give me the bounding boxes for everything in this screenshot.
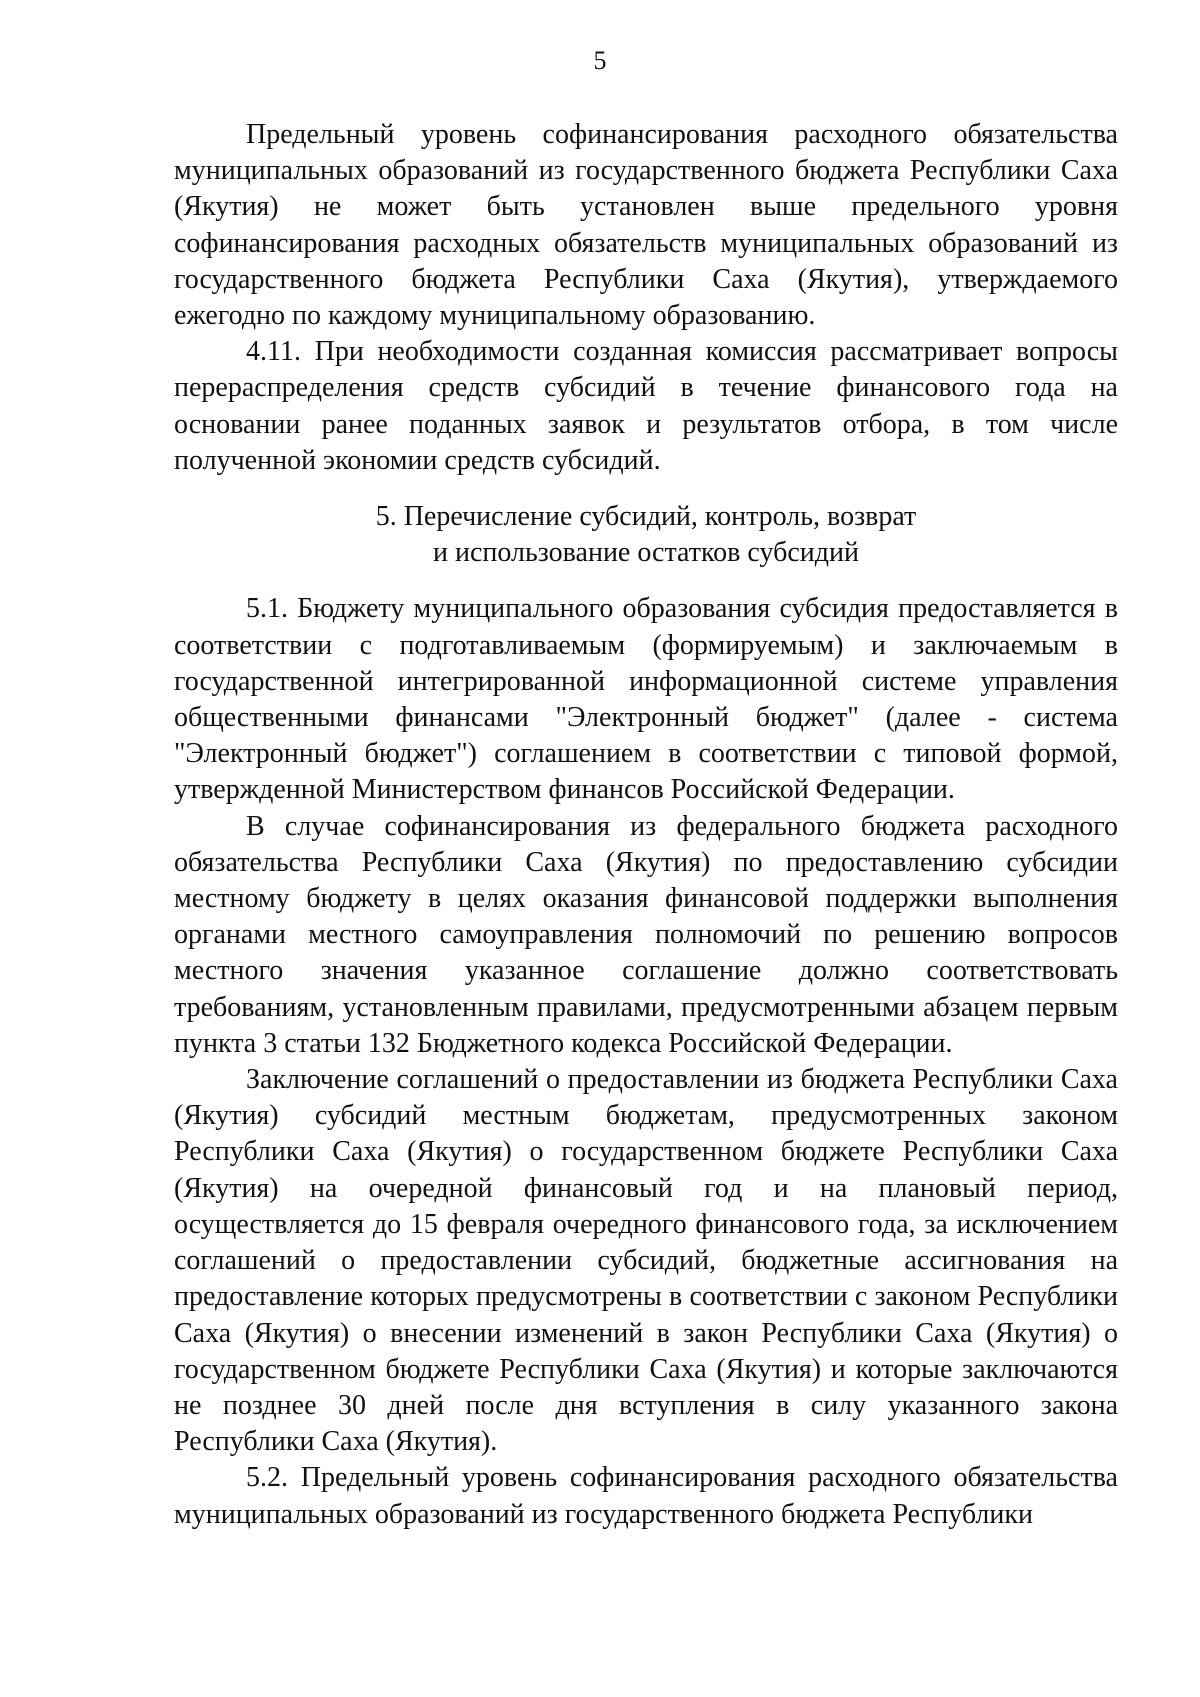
- section-heading: [174, 479, 1118, 591]
- paragraph-5-1: 5.1. Бюджету муниципального образования субсидия предоставляется в соответствии с подготавливаемым (формируемым) и заключаемым в государственной интегрированной информационной системе управления общественными финансами "Электронный бюджет" (далее - система "Электронный бюджет") соглашением в соответствии с типовой формой, утвержденной Министерством финансов Российской Федерации.: [174, 593, 1118, 806]
- paragraph-federal-cofinancing: В случае софинансирования из федерального бюджета расходного обязательства Республики Саха (Якутия) по предоставлению субсидии местному бюджету в целях оказания финансовой поддержки выполнения органами местного самоуправления полномочий по решению вопросов местного значения указанное соглашение должно соответствовать требованиям, установленным правилами, предусмотренными абзацем первым пункта 3 статьи 132 Бюджетного кодекса Российской Федерации.: [174, 810, 1118, 1059]
- paragraph-4-11: 4.11. При необходимости созданная комиссия рассматривает вопросы перераспределения средств субсидий в течение финансового года на основании ранее поданных заявок и результатов отбора, в том числе полученной экономии средств субсидий.: [174, 336, 1118, 476]
- paragraph-cofinancing-limit: Предельный уровень софинансирования расходного обязательства муниципальных образований из государственного бюджета Республики Саха (Якутия) не может быть установлен выше предельного уровня софинансирования расходных обязательств муниципальных образований из государственного бюджета Республики Саха (Якутия), утверждаемого ежегодно по каждому муниципальному образованию.: [174, 119, 1118, 332]
- section-heading-line-1: 5. Перечисление субсидий, контроль, возврат: [375, 501, 917, 533]
- document-body: [174, 117, 1118, 1533]
- page-number: 5: [593, 46, 607, 75]
- paragraph-5-2: 5.2. Предельный уровень софинансирования расходного обязательства муниципальных образований из государственного бюджета Республики: [174, 1462, 1118, 1530]
- section-heading-line-2: и использование остатков субсидий: [433, 537, 859, 569]
- paragraph-agreements-deadline: Заключение соглашений о предоставлении из бюджета Республики Саха (Якутия) субсидий местным бюджетам, предусмотренных законом Республики Саха (Якутия) о государственном бюджете Республики Саха (Якутия) на очередной финансовый год и на плановый период, осуществляется до 15 февраля очередного финансового года, за исключением соглашений о предоставлении субсидий, бюджетные ассигнования на предоставление которых предусмотрены в соответствии с законом Республики Саха (Якутия) о внесении изменений в закон Республики Саха (Якутия) о государственном бюджете Республики Саха (Якутия) и которые заключаются не позднее 30 дней после дня вступления в силу указанного закона Республики Саха (Якутия).: [174, 1064, 1118, 1458]
